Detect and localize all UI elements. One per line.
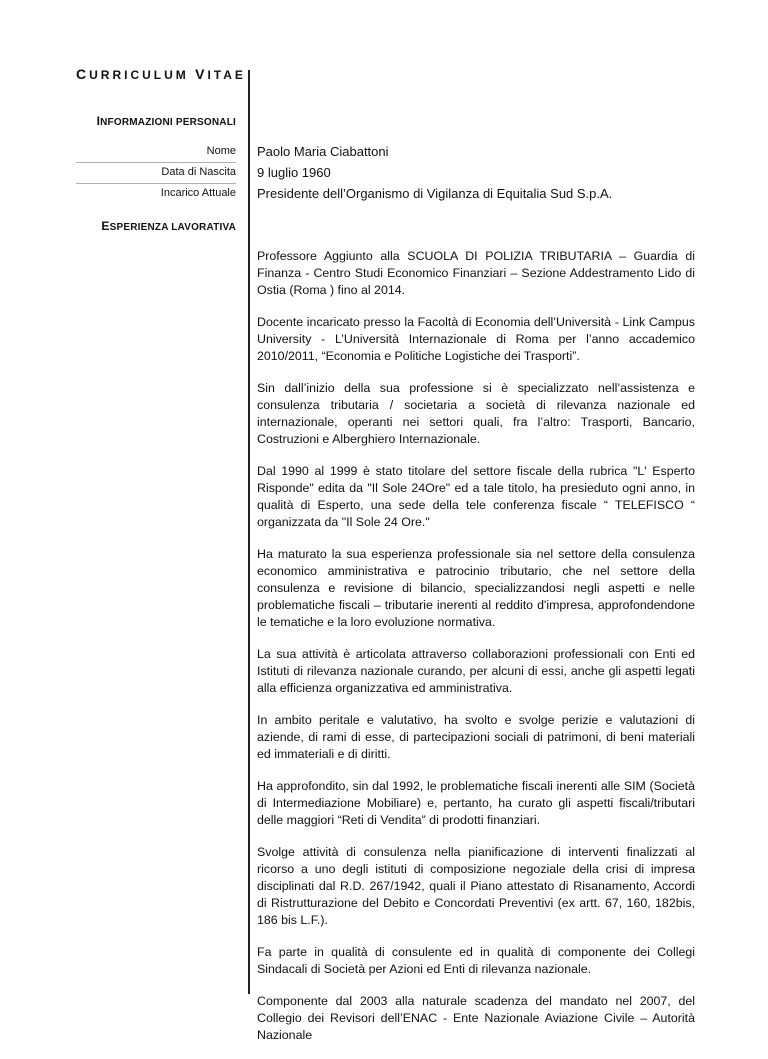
- field-divider: [76, 183, 236, 184]
- field-value-incarico: Presidente dell’Organismo di Vigilanza di Equitalia Sud S.p.A.: [257, 186, 613, 201]
- experience-body: [257, 248, 695, 1059]
- field-value-nome: Paolo Maria Ciabattoni: [257, 144, 389, 159]
- heading-rest: NFORMAZIONI PERSONALI: [100, 117, 236, 128]
- experience-paragraph: Ha maturato la sua esperienza professionale sia nel settore della consulenza economico amministrativa e patrocinio tributario, che nel settore della consulenza e revisione di bilancio, specializzandosi negli aspetti e nelle problematiche fiscali – tributarie inerenti al reddito d'impresa, approfondendone le tematiche e la loro evoluzione normativa.: [257, 547, 695, 629]
- experience-paragraph: Sin dall’inizio della sua professione si è specializzato nell’assistenza e consulenza tributaria / societaria a società di rilevanza nazionale ed internazionale, operanti nei settori quali, fra l’altro: Trasporti, Bancario, Costruzioni e Alberghiero Internazionale.: [257, 381, 695, 446]
- field-label-data-nascita: Data di Nascita: [161, 166, 236, 178]
- field-label-incarico: Incarico Attuale: [160, 187, 236, 199]
- experience-paragraph: Professore Aggiunto alla SCUOLA DI POLIZIA TRIBUTARIA – Guardia di Finanza - Centro Studi Economico Finanziari – Sezione Addestramento Lido di Ostia (Roma ) fino al 2014.: [257, 249, 695, 297]
- title-initial-c: C: [76, 66, 90, 82]
- field-divider: [76, 162, 236, 163]
- title-word-curriculum: URRICULUM: [89, 68, 196, 82]
- experience-paragraph: In ambito peritale e valutativo, ha svolto e svolge perizie e valutazioni di aziende, di rami di esse, di partecipazioni sociali di patrimoni, di beni materiali ed immateriali e di diritti.: [257, 713, 695, 761]
- experience-paragraph: La sua attività è articolata attraverso collaborazioni professionali con Enti ed Istituti di rilevanza nazionale curando, per alcuni di essi, anche gli aspetti legati alla efficienza organizzativa ed amministrativa.: [257, 647, 695, 695]
- title-word-vitae: ITAE: [207, 68, 246, 82]
- experience-paragraph: Componente dal 2003 alla naturale scadenza del mandato nel 2007, del Collegio dei Revisori dell’ENAC - Ente Nazionale Aviazione Civile – Autorità Nazionale: [257, 994, 695, 1042]
- experience-paragraph: Svolge attività di consulenza nella pianificazione di interventi finalizzati al ricorso a uno degli istituti di composizione negoziale della crisi di impresa disciplinati dal R.D. 267/1942, quali il Piano attestato di Risanamento, Accordi di Ristrutturazione del Debito e Concordati Preventivi (ex artt. 67, 160, 182bis, 186 bis L.F.).: [257, 845, 695, 927]
- experience-paragraph: Fa parte in qualità di consulente ed in qualità di componente dei Collegi Sindacali di Società per Azioni ed Enti di rilevanza nazionale.: [257, 945, 695, 976]
- experience-paragraph: Dal 1990 al 1999 è stato titolare del settore fiscale della rubrica "L' Esperto Risponde" edita da "Il Sole 24Ore" ed a tale titolo, ha presieduto ogni anno, in qualità di Esperto, una sede della tele conferenza fiscale “ TELEFISCO “ organizzata da "Il Sole 24 Ore.": [257, 464, 695, 529]
- experience-paragraph: Docente incaricato presso la Facoltà di Economia dell’Università - Link Campus University - L’Università Internazionale di Roma per l’anno accademico 2010/2011, “Economia e Politiche Logistiche dei Trasporti”.: [257, 315, 695, 363]
- field-value-data-nascita: 9 luglio 1960: [257, 165, 331, 180]
- section-heading-experience: [101, 219, 236, 233]
- title-initial-v: V: [195, 66, 208, 82]
- document-title: [76, 66, 246, 82]
- heading-rest: SPERIENZA LAVORATIVA: [109, 222, 236, 233]
- vertical-divider: [248, 70, 250, 994]
- experience-paragraph: Ha approfondito, sin dal 1992, le problematiche fiscali inerenti alle SIM (Società di Intermediazione Mobiliare) e, pertanto, ha curato gli aspetti fiscali/tributari delle maggiori “Reti di Vendita” di prodotti finanziari.: [257, 779, 695, 827]
- heading-initial: I: [96, 114, 101, 128]
- section-heading-personal: [97, 114, 236, 128]
- field-label-nome: Nome: [206, 145, 236, 157]
- heading-initial: E: [101, 219, 110, 233]
